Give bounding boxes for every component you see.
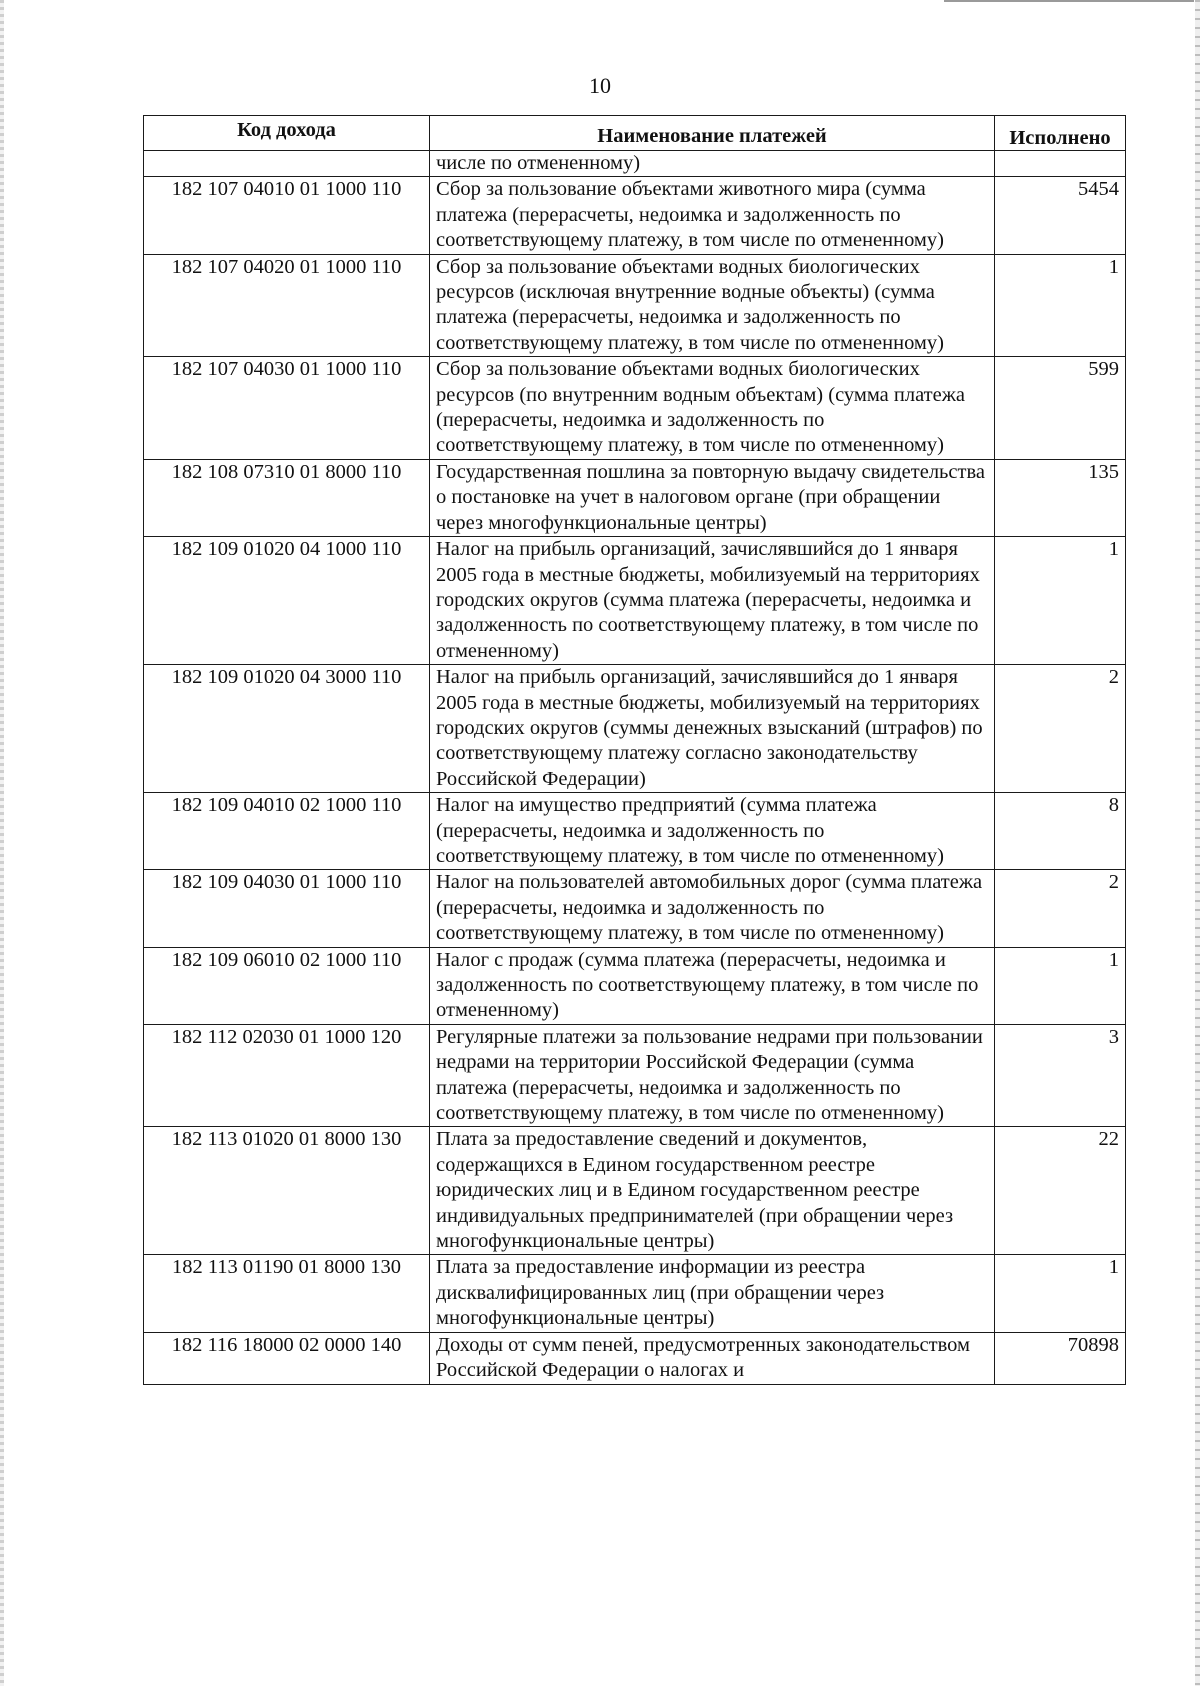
continuation-executed-cell xyxy=(995,151,1126,177)
row-name: Государственная пошлина за повторную выдачу свидетельства о постановке на учет в налоговом органе (при обращении через многофункциональные центры) xyxy=(430,459,995,536)
row-name: Сбор за пользование объектами животного мира (сумма платежа (перерасчеты, недоимка и задолженность по соответствующему платежу, в том числе по отмененному) xyxy=(430,177,995,254)
header-executed: Исполнено xyxy=(995,116,1126,151)
row-code: 182 109 06010 02 1000 110 xyxy=(144,947,430,1024)
table-row xyxy=(144,459,1126,536)
row-code: 182 112 02030 01 1000 120 xyxy=(144,1024,430,1127)
row-executed: 22 xyxy=(995,1127,1126,1255)
table-row xyxy=(144,1255,1126,1332)
row-executed: 1 xyxy=(995,254,1126,357)
row-executed: 5454 xyxy=(995,177,1126,254)
row-name: Налог на прибыль организаций, зачислявшийся до 1 января 2005 года в местные бюджеты, мобилизуемый на территориях городских округов (сумма платежа (перерасчеты, недоимка и задолженность по соответствующему платежу, в том числе по отмененному) xyxy=(430,537,995,665)
row-executed: 599 xyxy=(995,357,1126,460)
table-row xyxy=(144,177,1126,254)
row-code: 182 107 04010 01 1000 110 xyxy=(144,177,430,254)
row-name: Сбор за пользование объектами водных биологических ресурсов (по внутренним водным объектам) (сумма платежа (перерасчеты, недоимка и задолженность по соответствующему платежу, в том числе по отмененному) xyxy=(430,357,995,460)
table-row-continuation xyxy=(144,151,1126,177)
row-code: 182 113 01020 01 8000 130 xyxy=(144,1127,430,1255)
scan-top-line xyxy=(944,0,1194,2)
table-row xyxy=(144,870,1126,947)
continuation-name-cell: числе по отмененному) xyxy=(430,151,995,177)
table-row xyxy=(144,665,1126,793)
header-name: Наименование платежей xyxy=(430,116,995,151)
row-executed: 1 xyxy=(995,1255,1126,1332)
row-executed: 2 xyxy=(995,870,1126,947)
row-name: Налог на пользователей автомобильных дорог (сумма платежа (перерасчеты, недоимка и задолженность по соответствующему платежу, в том числе по отмененному) xyxy=(430,870,995,947)
row-executed: 3 xyxy=(995,1024,1126,1127)
row-executed: 1 xyxy=(995,947,1126,1024)
row-code: 182 113 01190 01 8000 130 xyxy=(144,1255,430,1332)
table-row xyxy=(144,1332,1126,1384)
row-name: Налог на имущество предприятий (сумма платежа (перерасчеты, недоимка и задолженность по соответствующему платежу, в том числе по отмененному) xyxy=(430,793,995,870)
table-header-row xyxy=(144,116,1126,151)
row-code: 182 109 04030 01 1000 110 xyxy=(144,870,430,947)
scan-edge-right xyxy=(1195,0,1200,1686)
row-code: 182 116 18000 02 0000 140 xyxy=(144,1332,430,1384)
row-name: Плата за предоставление информации из реестра дисквалифицированных лиц (при обращении через многофункциональные центры) xyxy=(430,1255,995,1332)
table-row xyxy=(144,1024,1126,1127)
table-row xyxy=(144,947,1126,1024)
table-row xyxy=(144,254,1126,357)
row-executed: 8 xyxy=(995,793,1126,870)
row-name: Регулярные платежи за пользование недрами при пользовании недрами на территории Российской Федерации (сумма платежа (перерасчеты, недоимка и задолженность по соответствующему платежу, в том числе по отмененному) xyxy=(430,1024,995,1127)
row-name: Налог с продаж (сумма платежа (перерасчеты, недоимка и задолженность по соответствующему платежу, в том числе по отмененному) xyxy=(430,947,995,1024)
revenue-table xyxy=(143,115,1126,1385)
table-row xyxy=(144,1127,1126,1255)
table-row xyxy=(144,537,1126,665)
row-name: Плата за предоставление сведений и документов, содержащихся в Едином государственном реестре юридических лиц и в Едином государственном реестре индивидуальных предпринимателей (при обращении через многофункциональные центры) xyxy=(430,1127,995,1255)
row-executed: 2 xyxy=(995,665,1126,793)
row-code: 182 107 04020 01 1000 110 xyxy=(144,254,430,357)
continuation-code-cell xyxy=(144,151,430,177)
row-executed: 135 xyxy=(995,459,1126,536)
page-number: 10 xyxy=(589,73,611,98)
table-row xyxy=(144,357,1126,460)
row-name: Доходы от сумм пеней, предусмотренных законодательством Российской Федерации о налогах и xyxy=(430,1332,995,1384)
scan-edge-left xyxy=(0,0,4,1686)
row-code: 182 109 04010 02 1000 110 xyxy=(144,793,430,870)
row-name: Сбор за пользование объектами водных биологических ресурсов (исключая внутренние водные объекты) (сумма платежа (перерасчеты, недоимка и задолженность по соответствующему платежу, в том числе по отмененному) xyxy=(430,254,995,357)
row-code: 182 108 07310 01 8000 110 xyxy=(144,459,430,536)
row-code: 182 109 01020 04 1000 110 xyxy=(144,537,430,665)
row-code: 182 107 04030 01 1000 110 xyxy=(144,357,430,460)
row-executed: 1 xyxy=(995,537,1126,665)
row-name: Налог на прибыль организаций, зачислявшийся до 1 января 2005 года в местные бюджеты, мобилизуемый на территориях городских округов (суммы денежных взысканий (штрафов) по соответствующему платежу согласно законодательству Российской Федерации) xyxy=(430,665,995,793)
table-row xyxy=(144,793,1126,870)
row-code: 182 109 01020 04 3000 110 xyxy=(144,665,430,793)
header-code: Код дохода xyxy=(144,116,430,151)
row-executed: 70898 xyxy=(995,1332,1126,1384)
